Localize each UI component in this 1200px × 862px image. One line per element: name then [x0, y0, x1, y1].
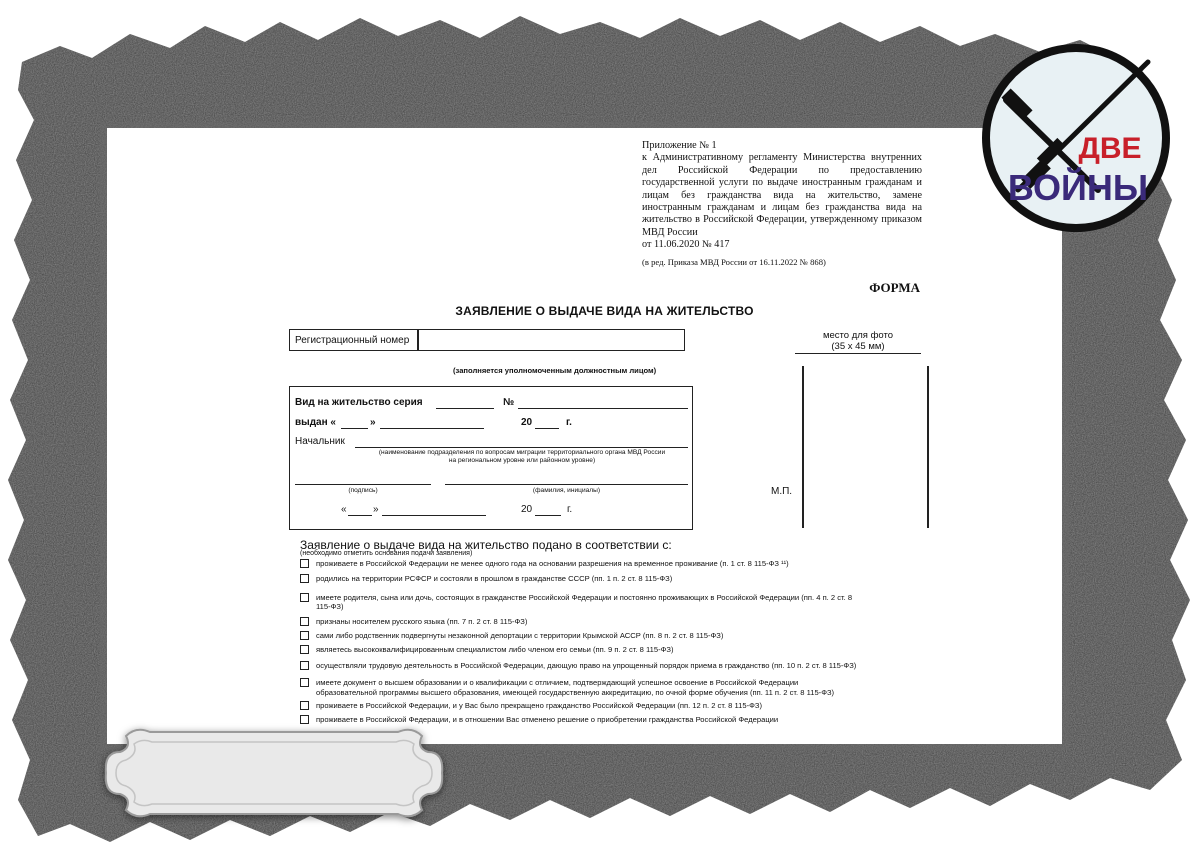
- date-open-quote: «: [341, 504, 347, 515]
- ground-item: [300, 574, 860, 583]
- appendix-edition: (в ред. Приказа МВД России от 16.11.2022 № 868): [642, 256, 826, 267]
- logo-line-2: ВОЙНЫ: [1007, 167, 1149, 208]
- registration-number-label: Регистрационный номер: [295, 335, 410, 346]
- series-label: Вид на жительство серия: [295, 397, 423, 408]
- registration-number-field[interactable]: [289, 329, 685, 351]
- issued-year-prefix: 20: [521, 417, 533, 428]
- ground-text: имеете документ о высшем образовании и о квалификации с отличием, подтверждающий успешное освоение в Российской Федерации образовательной программы высшего образования, имеющей государственную аккредитацию, по очной форме обучения (пп. 11 п. 2 ст. 8 115-ФЗ): [316, 678, 835, 697]
- signature-line[interactable]: [295, 484, 431, 485]
- photo-right-border: [927, 366, 929, 528]
- ground-checkbox[interactable]: [300, 593, 309, 602]
- blank-nameplate: [96, 718, 452, 828]
- document-title: ЗАЯВЛЕНИЕ О ВЫДАЧЕ ВИДА НА ЖИТЕЛЬСТВО: [455, 304, 754, 318]
- ground-text: признаны носителем русского языка (пп. 7 п. 2 ст. 8 115-ФЗ): [316, 616, 528, 626]
- ground-text: осуществляли трудовую деятельность в Российской Федерации, дающую право на упрощенный порядок приема в гражданство (пп. 10 п. 2 ст. 8 115-ФЗ): [316, 660, 857, 670]
- ground-item: [300, 645, 860, 654]
- date-year-prefix: 20: [521, 504, 533, 515]
- ground-checkbox[interactable]: [300, 617, 309, 626]
- ground-checkbox[interactable]: [300, 701, 309, 710]
- issued-day-line[interactable]: [341, 428, 368, 429]
- appendix-body: к Административному регламенту Министерства внутренних дел Российской Федерации по предоставлению государственной услуги по выдаче иностранным гражданам и лицам без гражданства вида на жительство, замене иностранным гражданам и лицам без гражданства вида на жительство в Российской Федерации, утвержденному приказом МВД России: [642, 152, 922, 238]
- forma-label: ФОРМА: [869, 280, 920, 295]
- ground-checkbox[interactable]: [300, 645, 309, 654]
- logo-line-1: ДВЕ: [1078, 132, 1142, 165]
- series-line[interactable]: [436, 408, 494, 409]
- registration-note: (заполняется уполномоченным должностным лицом): [453, 366, 657, 375]
- ground-item: [300, 661, 860, 670]
- ground-text: являетесь высококвалифицированным специалистом либо членом его семьи (пп. 9 п. 2 ст. 8 115-ФЗ): [316, 645, 674, 655]
- issued-label: выдан «: [295, 417, 336, 428]
- ground-checkbox[interactable]: [300, 661, 309, 670]
- issued-year-line[interactable]: [535, 428, 559, 429]
- date-year-suffix: г.: [567, 504, 573, 515]
- seal-place-label: М.П.: [771, 486, 793, 497]
- chief-label: Начальник: [295, 436, 345, 447]
- ground-item: [300, 617, 860, 626]
- ground-checkbox[interactable]: [300, 631, 309, 640]
- issued-year-suffix: г.: [566, 417, 572, 428]
- photo-label-2: (35 х 45 мм): [831, 341, 885, 352]
- date-day-line[interactable]: [348, 515, 372, 516]
- ground-item: [300, 559, 860, 568]
- ground-text: родились на территории РСФСР и состояли в прошлом в гражданстве СССР (пп. 1 п. 2 ст. 8 115-ФЗ): [316, 574, 673, 584]
- grounds-list: [300, 559, 860, 725]
- ground-item: [300, 701, 860, 710]
- registration-divider: [417, 330, 419, 350]
- appendix-note: [642, 140, 922, 268]
- number-line[interactable]: [518, 408, 688, 409]
- ground-checkbox[interactable]: [300, 678, 309, 687]
- grounds-heading: Заявление о выдаче вида на жительство подано в соответствии с:: [300, 538, 672, 552]
- ground-checkbox[interactable]: [300, 574, 309, 583]
- channel-logo: [978, 40, 1174, 236]
- signature-note: (подпись): [348, 487, 378, 494]
- date-close-quote: »: [373, 504, 379, 515]
- photo-label-1: место для фото: [822, 330, 894, 341]
- number-sign: №: [503, 397, 515, 408]
- grounds-subheading: (необходимо отметить основания подачи заявления): [300, 550, 473, 557]
- ground-text: имеете родителя, сына или дочь, состоящих в гражданстве Российской Федерации и постоянно проживающих в Российской Федерации (пп. 4 п. 2 ст. 8 115-ФЗ): [316, 592, 853, 612]
- photo-underline: [795, 353, 921, 354]
- ground-item: [300, 678, 860, 697]
- chief-note-line2: на региональном уровне или районном уровне): [448, 457, 596, 464]
- ground-text: проживаете в Российской Федерации не менее одного года на основании разрешения на временное проживание (п. 1 ст. 8 115-ФЗ ¹¹): [316, 559, 789, 568]
- appendix-title: Приложение № 1: [642, 140, 717, 151]
- ground-text: сами либо родственник подвергнуты незаконной депортации с территории Крымской АССР (пп. 8 п. 2 ст. 8 115-ФЗ): [316, 631, 724, 641]
- ground-text: проживаете в Российской Федерации, и у Вас было прекращено гражданство Российской Федерации (пп. 12 п. 2 ст. 8 115-ФЗ): [316, 701, 763, 711]
- photo-place-label: [795, 330, 921, 352]
- ground-item: [300, 593, 860, 612]
- ground-item: [300, 631, 860, 640]
- ground-checkbox[interactable]: [300, 559, 309, 568]
- chief-note-line1: (наименование подразделения по вопросам миграции территориального органа МВД России: [378, 449, 666, 456]
- photo-left-border: [802, 366, 804, 528]
- issued-close-quote: »: [370, 417, 376, 428]
- date-year-line[interactable]: [535, 515, 561, 516]
- appendix-date: от 11.06.2020 № 417: [642, 239, 730, 251]
- issued-month-line[interactable]: [380, 428, 484, 429]
- chief-line[interactable]: [355, 447, 688, 448]
- fio-line[interactable]: [445, 484, 688, 485]
- application-document: [107, 128, 1062, 744]
- chief-note: [352, 449, 692, 465]
- ground-text: проживаете в Российской Федерации, и в отношении Вас отменено решение о приобретении гражданства Российской Федерации: [316, 715, 779, 725]
- residence-permit-box: [289, 386, 693, 530]
- fio-note: (фамилия, инициалы): [532, 487, 601, 494]
- date-month-line[interactable]: [382, 515, 486, 516]
